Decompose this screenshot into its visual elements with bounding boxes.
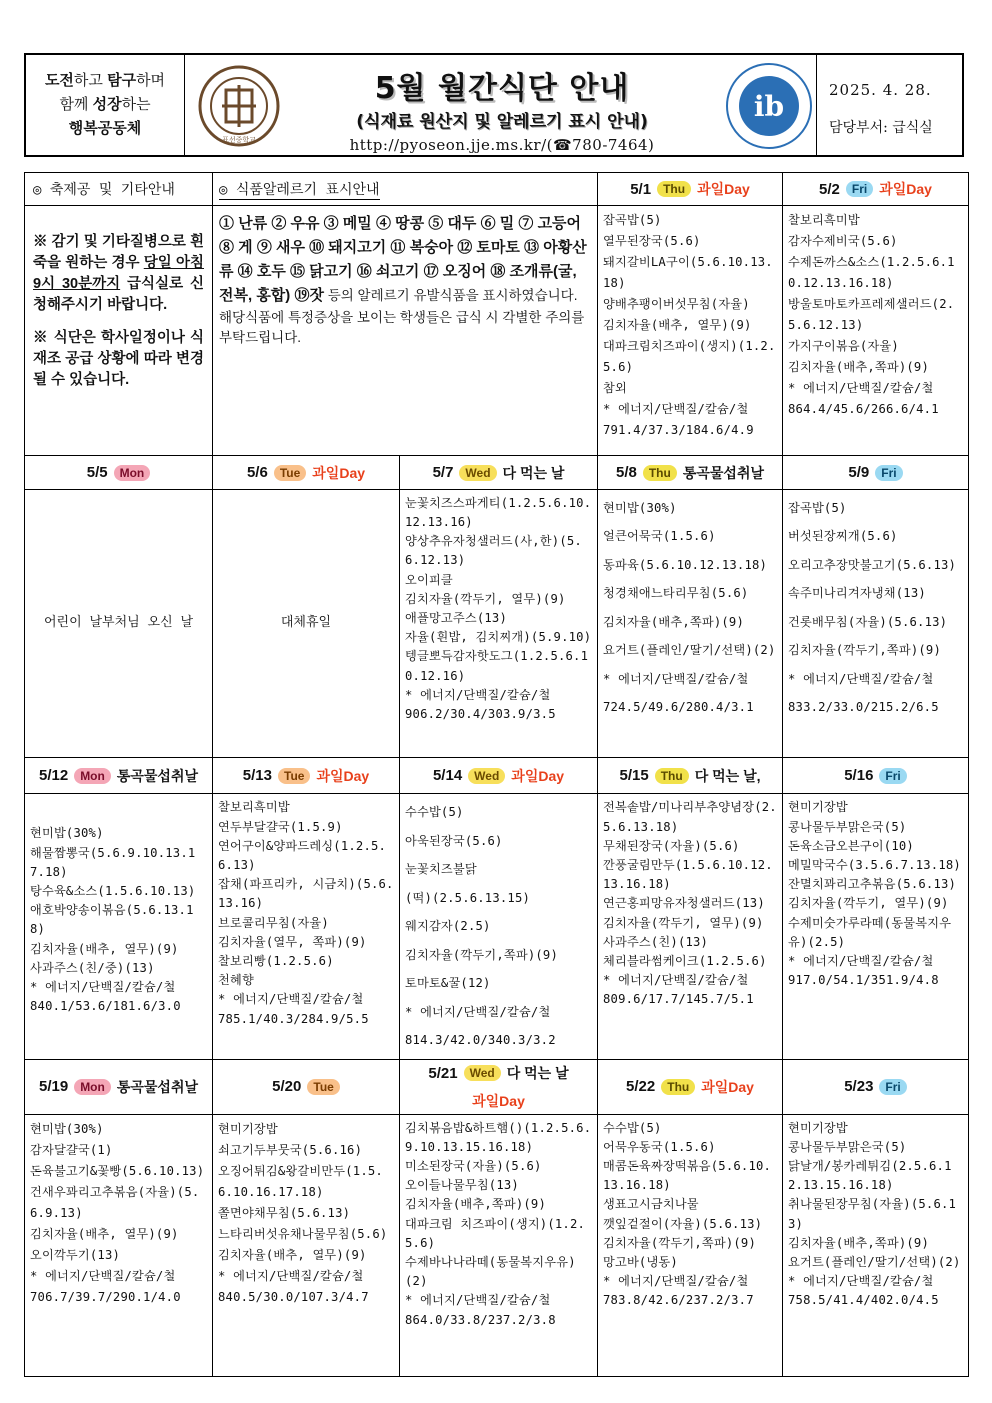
menu-0512 xyxy=(25,794,213,1060)
menu-item: 김치자율(배추, 열무)(9) xyxy=(218,1247,367,1262)
holiday-0506 xyxy=(213,489,400,757)
svg-text:ib: ib xyxy=(753,90,785,123)
day-header-0520: 5/20 Tue xyxy=(213,1060,400,1114)
menu-item: 758.5/41.4/402.0/4.5 xyxy=(788,1293,939,1308)
page-subtitle: (식재료 원산지 및 알레르기 표시 안내) xyxy=(356,112,648,132)
menu-item: 연두부달걀국(1.5.9) xyxy=(218,819,343,834)
day-header-0523: 5/23 Fri xyxy=(783,1060,969,1114)
school-slogan: 도전하고 탐구하며 함께 성장하는 행복공동체 xyxy=(26,55,185,155)
menu-item: 대체휴일 xyxy=(280,615,332,631)
day-header-0515: 5/15 Thu 다 먹는 날, xyxy=(598,758,783,794)
menu-item: 깐풍굴림만두(1.5.6.10.12.13.16.18) xyxy=(603,857,773,892)
menu-item: 버섯된장찌개(5.6) xyxy=(788,529,898,544)
menu-0508 xyxy=(598,489,783,757)
menu-item: 청경채애느타리무침(5.6) xyxy=(603,586,749,601)
day-header-0513: 5/13 Tue 과일Day xyxy=(213,758,400,794)
menu-item: 애호박양송이볶음(5.6.13.18) xyxy=(30,903,194,937)
menu-item: 706.7/39.7/290.1/4.0 xyxy=(30,1289,181,1304)
menu-item: * 에너지/단백질/칼슘/철 xyxy=(788,1274,934,1289)
menu-item: 809.6/17.7/145.7/5.1 xyxy=(603,992,754,1007)
allergy-heading: ◎ 식품알레르기 표시안내 xyxy=(213,173,598,206)
menu-item: 생표고시금치나물 xyxy=(603,1197,699,1212)
menu-item: 906.2/30.4/303.9/3.5 xyxy=(405,706,556,721)
menu-item: 864.4/45.6/266.6/4.1 xyxy=(788,402,939,417)
menu-item: 열무된장국(5.6) xyxy=(603,234,701,249)
menu-item: 양배추팽이버섯무침(자율) xyxy=(603,297,750,312)
menu-item: 양상추유자청샐러드(사,한)(5.6.12.13) xyxy=(405,534,582,568)
menu-item: 김치자율(배추, 열무)(9) xyxy=(30,941,179,956)
menu-item: 콩나물두부맑은국(5) xyxy=(788,1139,907,1154)
menu-item: 콩나물두부맑은국(5) xyxy=(788,819,907,834)
menu-0521 xyxy=(400,1114,598,1376)
menu-item: 깻잎겉절이(자율)(5.6.13) xyxy=(603,1216,763,1231)
day-header-0505: 5/5 Mon xyxy=(25,456,213,489)
menu-0522 xyxy=(598,1114,783,1376)
day-header-0522: 5/22 Thu 과일Day xyxy=(598,1060,783,1114)
menu-item: 김치자율(열무, 쪽파)(9) xyxy=(218,934,367,949)
menu-item: 연어구이&양파드레싱(1.2.5.6.13) xyxy=(218,838,387,872)
menu-item: 동파육(5.6.10.12.13.18) xyxy=(603,557,768,572)
menu-item: 쫄면야채무침(5.6.13) xyxy=(218,1205,351,1220)
holiday-0505 xyxy=(25,489,213,757)
menu-item: 김치자율(배추, 열무)(9) xyxy=(603,318,752,333)
menu-item: 오이깍두기(13) xyxy=(30,1247,121,1262)
school-logo-icon xyxy=(198,65,280,147)
menu-0513 xyxy=(213,794,400,1060)
menu-item: 텡글뽀득감자핫도그(1.2.5.6.10.12.16) xyxy=(405,649,589,683)
menu-item: * 에너지/단백질/칼슘/철 xyxy=(603,973,749,988)
menu-item: 아욱된장국(5.6) xyxy=(405,833,503,848)
menu-item: 833.2/33.0/215.2/6.5 xyxy=(788,700,939,715)
menu-item: 수제돈까스&소스(1.2.5.6.10.12.13.16.18) xyxy=(788,255,955,291)
menu-item: 무채된장국(자율)(5.6) xyxy=(603,838,740,853)
menu-item: 785.1/40.3/284.9/5.5 xyxy=(218,1011,369,1026)
menu-item: 현미밥(30%) xyxy=(30,1121,104,1136)
menu-item: 잡곡밥(5) xyxy=(603,213,662,228)
menu-item: 사과주스(친/중)(13) xyxy=(30,960,155,975)
menu-item: 오리고추장맛불고기(5.6.13) xyxy=(788,557,957,572)
menu-0523 xyxy=(783,1114,969,1376)
menu-item: 눈꽃치즈스파게티(1.2.5.6.10.12.13.16) xyxy=(405,495,592,529)
menu-item: 840.1/53.6/181.6/3.0 xyxy=(30,999,181,1014)
allergy-box: ① 난류 ② 우유 ③ 메밀 ④ 땅콩 ⑤ 대두 ⑥ 밀 ⑦ 고등어 ⑧ 게 ⑨ 새우 ⑩ 돼지고기 ⑪ 복숭아 ⑫ 토마토 ⑬ 아황산류 ⑭ 호두 ⑮ 닭고기 ⑯ 쇠고기 ⑰ 오징어 ⑱ 조개류(굴, 전복, 홍합) ⑲잣 등의 알레르기 유발식품을 표시하였습니다. 해당식품에 특정증상을 보이는 학생들은 급식 시 각별한 주의를 부탁드립니다. xyxy=(213,206,598,456)
menu-item: 매콤돈육짜장떡볶음(5.6.10.13.16.18) xyxy=(603,1159,772,1193)
menu-item: * 에너지/단백질/칼슘/철 xyxy=(603,1274,749,1289)
menu-item: * 에너지/단백질/칼슘/철 xyxy=(30,1268,176,1283)
menu-item: 감자달걀국(1) xyxy=(30,1142,113,1157)
day-header-0509: 5/9 Fri xyxy=(783,456,969,489)
menu-item: 요거트(플레인/딸기/선택)(2) xyxy=(788,1255,961,1270)
menu-0507 xyxy=(400,489,598,757)
menu-item: (떡)(2.5.6.13.15) xyxy=(405,890,531,905)
menu-item: 방울토마토카프레제샐러드(2.5.6.12.13) xyxy=(788,297,955,333)
menu-item: 눈꽃치즈불닭 xyxy=(405,862,477,877)
menu-item: 느타리버섯유채나물무침(5.6) xyxy=(218,1226,388,1241)
menu-item: 대파크림치즈파이(생지)(1.2.5.6) xyxy=(603,339,776,375)
menu-item: 돈육불고기&꽃빵(5.6.10.13) xyxy=(30,1163,205,1178)
menu-item: 김치자율(깍두기,쪽파)(9) xyxy=(603,1235,756,1250)
menu-0515 xyxy=(598,794,783,1060)
menu-item: 어묵우동국(1.5.6) xyxy=(603,1139,716,1154)
menu-item: 791.4/37.3/184.6/4.9 xyxy=(603,423,754,438)
menu-item: 부처님 오신 날 xyxy=(102,615,194,631)
menu-item: 탕수육&소스(1.5.6.10.13) xyxy=(30,883,196,898)
menu-item: 애플망고주스(13) xyxy=(405,610,507,625)
menu-item: 724.5/49.6/280.4/3.1 xyxy=(603,700,754,715)
menu-item: 잡채(파프리카, 시금치)(5.6.13.16) xyxy=(218,877,394,911)
menu-item: 체리블라썸케이크(1.2.5.6) xyxy=(603,954,767,968)
notice-box: ※ 감기 및 기타질병으로 흰죽을 원하는 경우 당일 아침 9시 30분까지 급식실로 신청해주시기 바랍니다. ※ 식단은 학사일정이나 식재조 공급 상황에 따라 변경될 수 있습니다. xyxy=(25,206,213,456)
menu-item: 대파크림 치즈파이(생지)(1.2.5.6) xyxy=(405,1216,586,1250)
menu-item: 찰보리빵(1.2.5.6) xyxy=(218,954,334,968)
menu-item: 917.0/54.1/351.9/4.8 xyxy=(788,973,939,988)
menu-item: 건새우꽈리고추볶음(자율)(5.6.9.13) xyxy=(30,1184,200,1220)
menu-item: 잡곡밥(5) xyxy=(788,500,847,515)
page-title: 5월 월간식단 안내 xyxy=(374,71,630,106)
menu-item: 자율(흰밥, 김치찌개)(5.9.10) xyxy=(405,630,592,645)
menu-item: 김치자율(배추,쪽파)(9) xyxy=(603,614,745,629)
menu-item: 취나물된장무침(자율)(5.6.13) xyxy=(788,1197,957,1231)
school-website[interactable]: http://pyoseon.jje.ms.kr/(☎780-7464) xyxy=(349,136,655,154)
day-header-0507: 5/7 Wed 다 먹는 날 xyxy=(400,456,598,489)
menu-item: 돼지갈비LA구이(5.6.10.13.18) xyxy=(603,255,773,291)
menu-item: 닭날개/봉카레튀김(2.5.6.12.13.15.16.18) xyxy=(788,1159,952,1193)
day-header-0514: 5/14 Wed 과일Day xyxy=(400,758,598,794)
menu-0502 xyxy=(783,206,969,456)
menu-item: 현미밥(30%) xyxy=(603,500,677,515)
menu-item: * 에너지/단백질/칼슘/철 xyxy=(603,671,749,686)
menu-item: 김치자율(깍두기, 열무)(9) xyxy=(405,591,566,606)
menu-item: 쇠고기두부뭇국(5.6.16) xyxy=(218,1142,363,1157)
school-seal-text: 표선중학교 xyxy=(222,136,256,144)
menu-item: 김치자율(깍두기, 열무)(9) xyxy=(603,915,764,930)
menu-0501 xyxy=(598,206,783,456)
menu-item: 수수밥(5) xyxy=(405,805,464,820)
menu-item: 찰보리흑미밥 xyxy=(218,800,290,815)
menu-0509 xyxy=(783,489,969,757)
monthly-menu-table xyxy=(24,172,969,1377)
menu-0520 xyxy=(213,1114,400,1376)
day-header-0519: 5/19 Mon 통곡물섭취날 xyxy=(25,1060,213,1114)
menu-item: * 에너지/단백질/칼슘/철 xyxy=(218,1268,364,1283)
department: 담당부서: 급식실 xyxy=(829,120,933,136)
menu-item: 814.3/42.0/340.3/3.2 xyxy=(405,1033,556,1048)
menu-0514 xyxy=(400,794,598,1060)
ib-world-school-logo-icon xyxy=(724,61,814,151)
menu-item: * 에너지/단백질/칼슘/철 xyxy=(788,954,934,968)
day-header-0501: 5/1 Thu 과일Day xyxy=(598,173,783,206)
menu-item: * 에너지/단백질/칼슘/철 xyxy=(603,402,749,417)
menu-item: 망고바(냉동) xyxy=(603,1255,678,1270)
menu-item: * 에너지/단백질/칼슘/철 xyxy=(405,1293,551,1308)
document-meta xyxy=(816,55,963,155)
menu-item: 해물짬뽕국(5.6.9.10.13.17.18) xyxy=(30,845,196,879)
menu-0519 xyxy=(25,1114,213,1376)
notice-heading: ◎ 축제공 및 기타안내 xyxy=(25,173,213,206)
document-date: 2025. 4. 28. xyxy=(829,81,932,99)
menu-item: 수제바나나라떼(동물복지우유)(2) xyxy=(405,1255,576,1289)
menu-item: 오징어튀김&왕갈비만두(1.5.6.10.16.17.18) xyxy=(218,1163,383,1199)
menu-item: 메밀막국수(3.5.6.7.13.18) xyxy=(788,857,961,872)
menu-item: 김치자율(깍두기,쪽파)(9) xyxy=(405,947,558,962)
menu-item: 가지구이볶음(자율) xyxy=(788,339,899,354)
menu-item: 김치볶음밥&하트햄()(1.2.5.6.9.10.13.15.16.18) xyxy=(405,1120,592,1154)
menu-item: 현미밥(30%) xyxy=(30,826,104,841)
menu-item: * 에너지/단백질/칼슘/철 xyxy=(788,671,934,686)
menu-item: 브로콜리무침(자율) xyxy=(218,915,329,930)
menu-item: * 에너지/단백질/칼슘/철 xyxy=(30,980,176,994)
menu-item: 연근홍피망유자청샐러드(13) xyxy=(603,896,765,911)
menu-item: 김치자율(배추,쪽파)(9) xyxy=(788,1235,930,1250)
menu-item: 감자수제비국(5.6) xyxy=(788,234,898,249)
title-block xyxy=(288,55,716,155)
menu-item: 토마토&꿀(12) xyxy=(405,976,491,991)
menu-item: 김치자율(깍두기,쪽파)(9) xyxy=(788,643,941,658)
menu-item: 전복솥밥/미나리부추양념장(2.5.6.13.18) xyxy=(603,800,777,834)
day-header-0506: 5/6 Tue 과일Day xyxy=(213,456,400,489)
menu-item: 현미기장밥 xyxy=(788,1120,848,1135)
menu-item: 김치자율(배추,쪽파)(9) xyxy=(788,360,930,375)
menu-item: 요거트(플레인/딸기/선택)(2) xyxy=(603,643,776,658)
day-header-0512: 5/12 Mon 통곡물섭취날 xyxy=(25,758,213,794)
menu-item: 783.8/42.6/237.2/3.7 xyxy=(603,1293,754,1308)
menu-item: 찰보리흑미밥 xyxy=(788,213,860,228)
menu-item: * 에너지/단백질/칼슘/철 xyxy=(405,1004,551,1019)
menu-item: 건롯배무침(자율)(5.6.13) xyxy=(788,614,948,629)
day-header-0502: 5/2 Fri 과일Day xyxy=(783,173,969,206)
menu-item: 속주미나리겨자냉채(13) xyxy=(788,586,926,601)
menu-item: 어린이 날 xyxy=(43,615,103,631)
menu-item: 참외 xyxy=(603,381,627,396)
menu-item: 김치자율(배추, 열무)(9) xyxy=(30,1226,179,1241)
day-header-0508: 5/8 Thu 통곡물섭취날 xyxy=(598,456,783,489)
menu-item: 사과주스(친)(13) xyxy=(603,934,709,949)
menu-item: * 에너지/단백질/칼슘/철 xyxy=(405,687,551,702)
menu-item: 얼큰어묵국(1.5.6) xyxy=(603,529,716,544)
menu-item: 웨지감자(2.5) xyxy=(405,919,491,934)
menu-item: 864.0/33.8/237.2/3.8 xyxy=(405,1312,556,1327)
menu-item: 수제미숫가루라떼(동물복지우유)(2.5) xyxy=(788,915,952,949)
menu-item: 미소된장국(자율)(5.6) xyxy=(405,1159,542,1174)
menu-item: 천혜향 xyxy=(218,973,254,988)
day-header-0516: 5/16 Fri xyxy=(783,758,969,794)
menu-item: 잔멸치꽈리고추볶음(5.6.13) xyxy=(788,877,957,892)
menu-item: 840.5/30.0/107.3/4.7 xyxy=(218,1289,369,1304)
page-header xyxy=(24,53,964,157)
menu-item: 현미기장밥 xyxy=(218,1121,278,1136)
menu-item: 오이들나물무침(13) xyxy=(405,1178,519,1193)
day-header-0521: 5/21 Wed 다 먹는 날 과일Day xyxy=(400,1060,598,1114)
menu-item: 돈육소금오븐구이(10) xyxy=(788,838,914,853)
menu-item: 김치자율(깍두기, 열무)(9) xyxy=(788,896,949,911)
menu-item: * 에너지/단백질/칼슘/철 xyxy=(788,381,934,396)
menu-item: 오이피클 xyxy=(405,572,453,587)
menu-item: 현미기장밥 xyxy=(788,800,848,815)
menu-item: * 에너지/단백질/칼슘/철 xyxy=(218,992,364,1007)
menu-item: 수수밥(5) xyxy=(603,1120,662,1135)
menu-0516 xyxy=(783,794,969,1060)
menu-item: 김치자율(배추,쪽파)(9) xyxy=(405,1197,547,1212)
